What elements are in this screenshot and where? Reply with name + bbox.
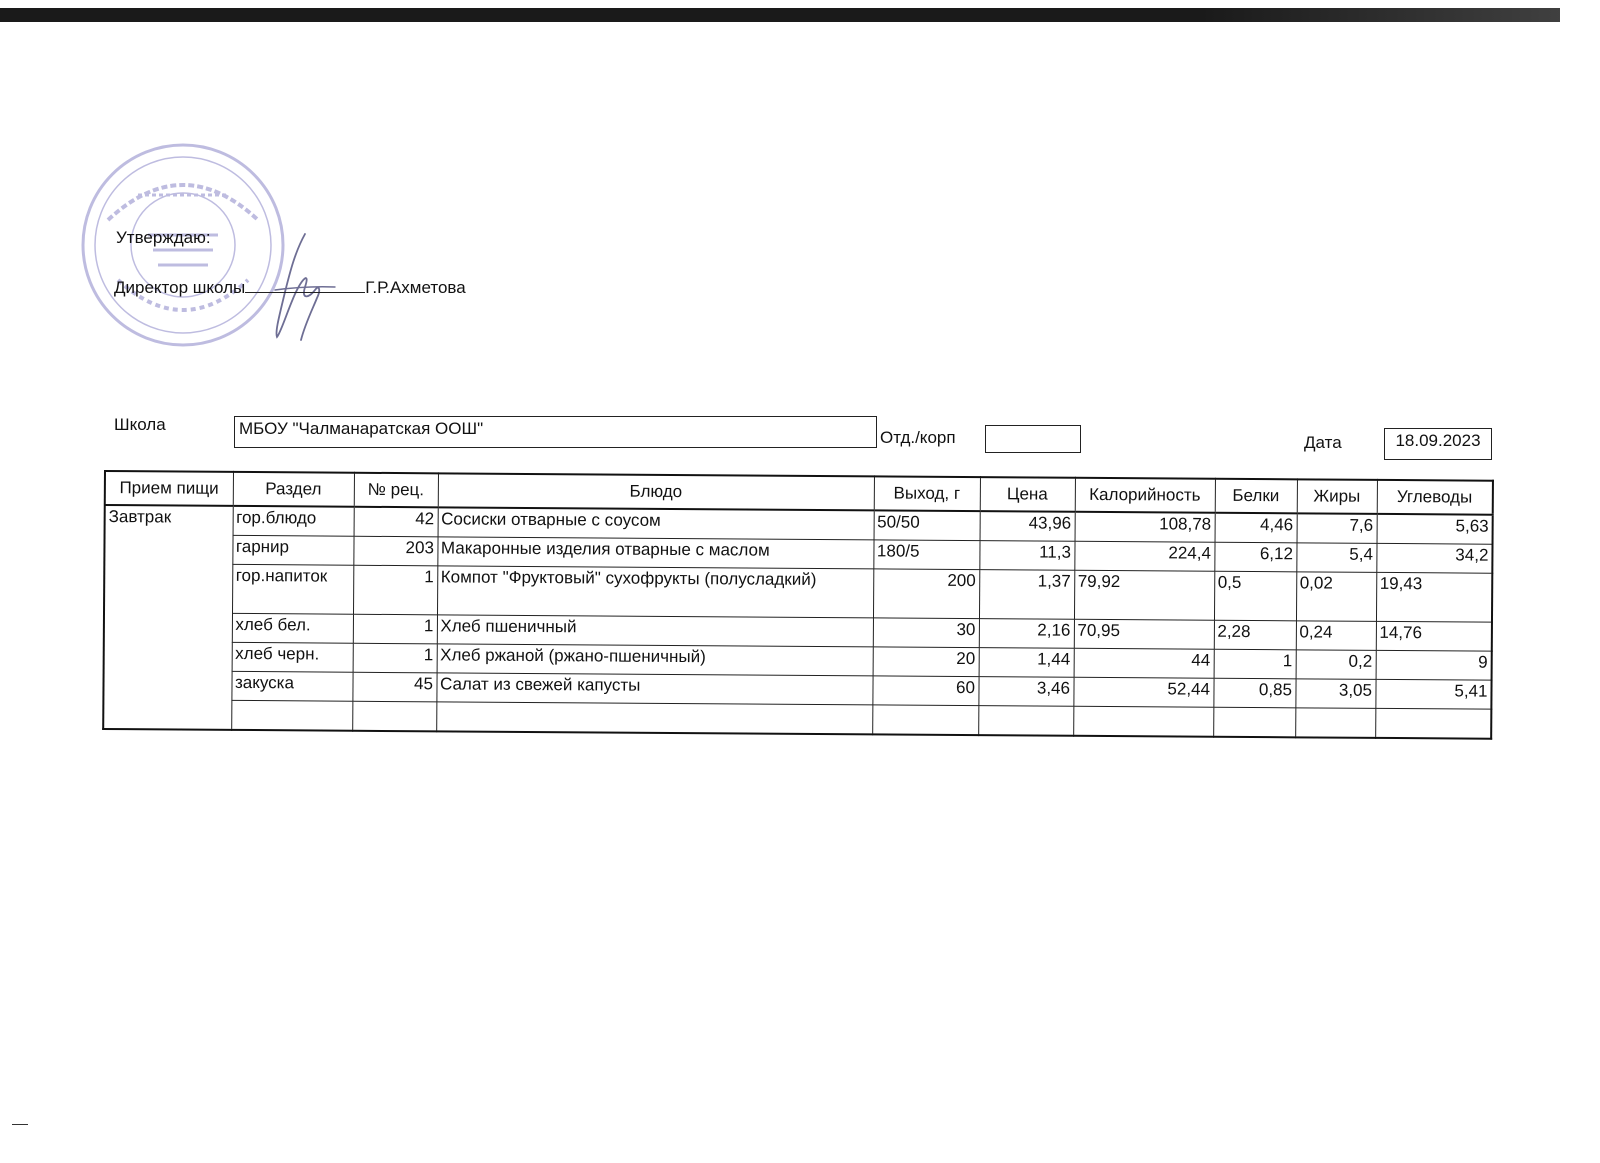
recipe-cell: 42 (354, 507, 438, 537)
date-field[interactable]: 18.09.2023 (1384, 428, 1492, 460)
calories-cell: 70,95 (1074, 619, 1214, 649)
empty-cell (352, 701, 436, 731)
carbs-cell: 5,41 (1375, 679, 1491, 709)
school-label: Школа (114, 415, 166, 434)
calories-cell: 79,92 (1074, 570, 1214, 620)
section-cell: хлеб черн. (232, 642, 353, 672)
empty-cell (1375, 708, 1491, 738)
director-label: Директор школы (114, 278, 246, 297)
col-calories: Калорийность (1075, 478, 1215, 513)
school-field[interactable]: МБОУ "Чалманаратская ООШ" (234, 416, 877, 448)
yield-cell: 200 (873, 569, 979, 619)
yield-cell: 60 (872, 676, 978, 706)
calories-cell: 52,44 (1073, 677, 1213, 707)
empty-cell (978, 706, 1073, 736)
col-yield: Выход, г (874, 476, 980, 511)
section-cell: закуска (231, 671, 352, 701)
calories-cell: 224,4 (1074, 541, 1214, 571)
empty-cell (436, 702, 872, 735)
protein-cell: 1 (1214, 649, 1296, 679)
carbs-cell: 9 (1376, 650, 1492, 680)
col-fat: Жиры (1297, 479, 1377, 514)
col-carbs: Углеводы (1377, 480, 1493, 515)
fat-cell: 3,05 (1295, 679, 1375, 709)
col-dish: Блюдо (438, 473, 874, 510)
meal-cell: Завтрак (103, 505, 233, 730)
yield-cell: 50/50 (874, 510, 980, 540)
carbs-cell: 34,2 (1376, 543, 1492, 573)
price-cell: 11,3 (979, 541, 1074, 571)
empty-cell (1295, 708, 1375, 738)
dish-cell: Макаронные изделия отварные с маслом (437, 537, 873, 569)
scan-top-edge-fade (1200, 8, 1560, 22)
recipe-cell: 1 (353, 565, 437, 615)
yield-cell: 20 (873, 647, 979, 677)
fat-cell: 0,02 (1296, 572, 1376, 622)
empty-cell (872, 705, 978, 735)
dish-cell: Сосиски отварные с соусом (438, 507, 874, 540)
signature-line (245, 278, 365, 293)
director-name: Г.Р.Ахметова (365, 278, 466, 297)
empty-cell (1213, 707, 1295, 737)
protein-cell: 0,85 (1213, 678, 1295, 708)
scan-mark (12, 1124, 28, 1125)
recipe-cell: 1 (353, 643, 437, 673)
director-line (114, 278, 466, 298)
approval-label: Утверждаю: (116, 228, 211, 247)
col-meal: Прием пищи (105, 471, 233, 506)
price-cell: 43,96 (980, 511, 1075, 541)
calories-cell: 108,78 (1075, 512, 1215, 542)
protein-cell: 4,46 (1215, 513, 1297, 543)
col-price: Цена (980, 477, 1075, 512)
price-cell: 3,46 (978, 677, 1073, 707)
recipe-cell: 203 (353, 536, 437, 566)
empty-cell (231, 700, 352, 730)
col-protein: Белки (1215, 479, 1297, 514)
price-cell: 2,16 (979, 619, 1074, 649)
price-cell: 1,37 (979, 570, 1074, 620)
dish-cell: Хлеб пшеничный (437, 615, 873, 647)
price-cell: 1,44 (979, 648, 1074, 678)
carbs-cell: 5,63 (1377, 514, 1493, 544)
section-cell: гор.напиток (232, 564, 353, 614)
dept-label: Отд./корп (880, 428, 956, 447)
section-cell: гор.блюдо (233, 506, 354, 536)
protein-cell: 2,28 (1214, 620, 1296, 650)
section-cell: гарнир (232, 535, 353, 565)
protein-cell: 0,5 (1214, 571, 1296, 621)
yield-cell: 180/5 (873, 540, 979, 570)
col-recipe: № рец. (354, 473, 438, 508)
protein-cell: 6,12 (1214, 542, 1296, 572)
recipe-cell: 1 (353, 614, 437, 644)
dish-cell: Салат из свежей капусты (436, 673, 872, 705)
fat-cell: 7,6 (1297, 513, 1377, 543)
yield-cell: 30 (873, 618, 979, 648)
date-label: Дата (1304, 433, 1342, 452)
fat-cell: 5,4 (1296, 543, 1376, 573)
col-section: Раздел (233, 472, 354, 507)
fat-cell: 0,2 (1296, 650, 1376, 680)
dish-cell: Хлеб ржаной (ржано-пшеничный) (437, 644, 873, 676)
carbs-cell: 14,76 (1376, 621, 1492, 651)
calories-cell: 44 (1074, 648, 1214, 678)
recipe-cell: 45 (352, 672, 436, 702)
dept-field[interactable] (985, 425, 1081, 453)
dish-cell: Компот "Фруктовый" сухофрукты (полусладкий) (437, 566, 873, 618)
section-cell: хлеб бел. (232, 613, 353, 643)
carbs-cell: 19,43 (1376, 572, 1492, 622)
menu-table (102, 470, 1494, 740)
fat-cell: 0,24 (1296, 621, 1376, 651)
empty-cell (1073, 706, 1213, 736)
